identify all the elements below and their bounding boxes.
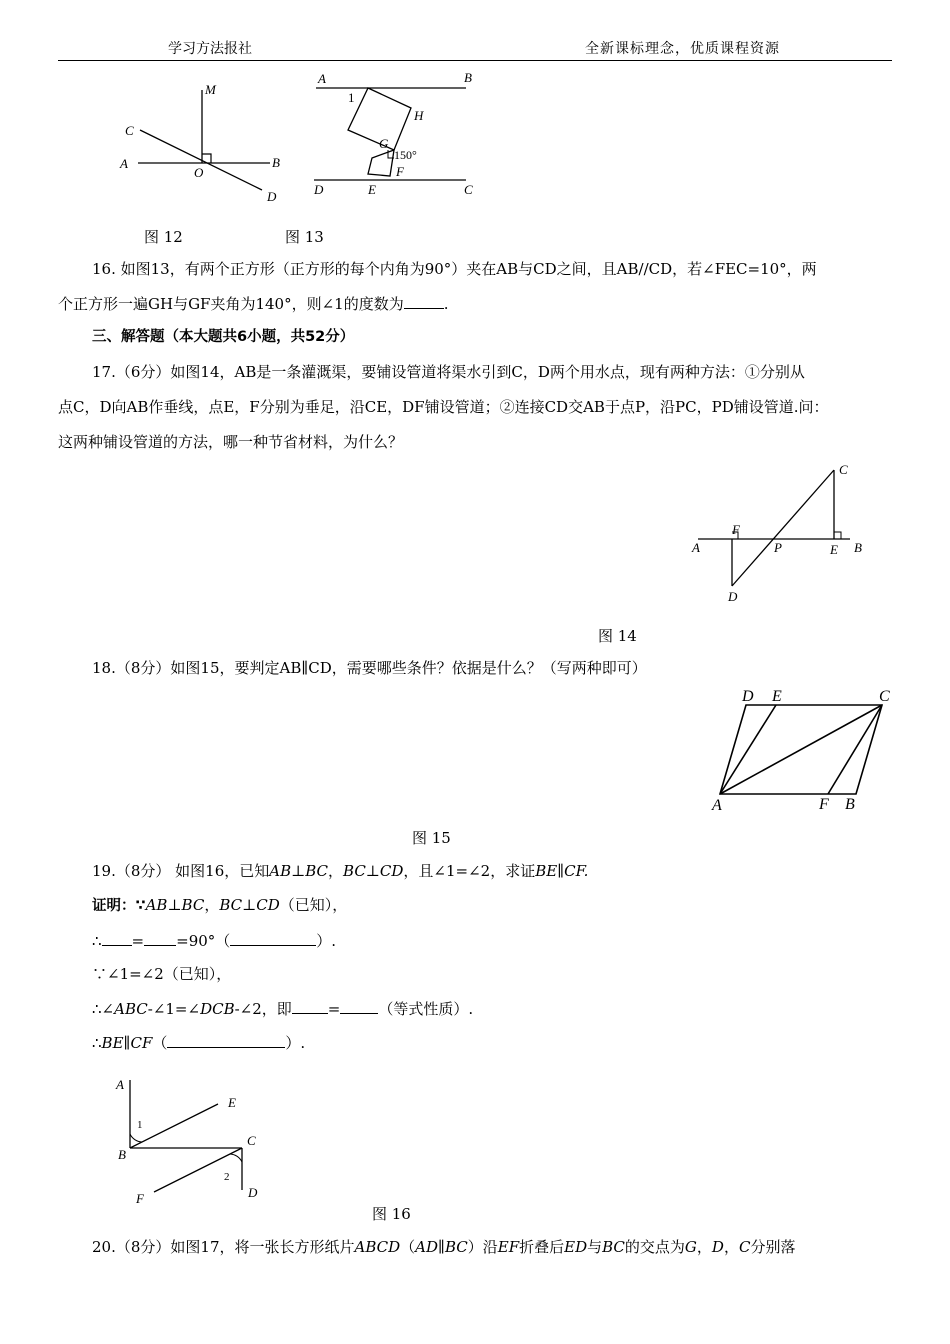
fig16-label-B: B	[118, 1147, 126, 1162]
fig14-label-B: B	[854, 540, 862, 555]
fig13-label-B: B	[464, 70, 472, 85]
q19-step3: ∴∠ABC-∠1=∠DCB-∠2，即 = （等式性质）.	[92, 1000, 474, 1018]
fig13-label-D: D	[314, 182, 324, 197]
fig13-label-E: E	[368, 182, 376, 197]
q19-step2: ∵∠1=∠2（已知），	[92, 965, 232, 983]
fig16-label-E: E	[228, 1095, 236, 1110]
q19-step1: ∴ = =90°（ ）.	[92, 932, 337, 950]
fig16-label-A: A	[116, 1077, 124, 1092]
fig15-label-C: C	[879, 688, 890, 705]
q20-line1: 20.（8分）如图17，将一张长方形纸片ABCD（AD∥BC）沿EF折叠后ED与BC的交点为G，D，C分别落	[92, 1238, 796, 1256]
q19-intro: 19.（8分） 如图16，已知AB⊥BC，BC⊥CD，且∠1=∠2，求证BE∥CF.	[92, 862, 589, 880]
fig14-label-C: C	[839, 462, 848, 477]
fig13-caption: 图 13	[285, 228, 324, 246]
figure-15	[706, 684, 898, 816]
q18-text: 18.（8分）如图15，要判定AB∥CD，需要哪些条件？依据是什么？（写两种即可）	[92, 659, 647, 677]
figure-14	[686, 458, 876, 606]
fig13-label-A: A	[318, 71, 326, 86]
fig14-label-E: E	[830, 542, 838, 557]
header-right: 全新课标理念，优质课程资源	[585, 41, 780, 57]
fig12-label-B: B	[272, 155, 280, 170]
fig16-caption: 图 16	[372, 1205, 411, 1223]
fig12-label-A: A	[120, 156, 128, 171]
fig16-label-F: F	[136, 1191, 144, 1206]
fig14-label-F: F	[732, 522, 740, 537]
fig12-label-D: D	[267, 189, 277, 204]
fig13-label-C: C	[464, 182, 473, 197]
fig16-label-2: 2	[224, 1171, 230, 1183]
fig16-label-D: D	[248, 1185, 258, 1200]
q16-line2: 个正方形一遍GH与GF夹角为140°，则∠1的度数为 .	[58, 295, 449, 313]
fig13-label-F: F	[396, 164, 404, 179]
q19-proof-given: 证明：∵AB⊥BC，BC⊥CD（已知），	[92, 896, 348, 914]
fig14-caption: 图 14	[598, 627, 637, 645]
fig14-label-D: D	[728, 589, 738, 604]
fig16-label-1: 1	[137, 1119, 143, 1131]
fig15-label-B: B	[845, 796, 855, 813]
fig12-label-O: O	[194, 165, 204, 180]
q17-line2: 点C，D向AB作垂线，点E，F分别为垂足，沿CE，DF铺设管道；②连接CD交AB于点P，沿PC，PD铺设管道.问：	[58, 398, 829, 416]
fig13-angle-label: 150°	[394, 148, 417, 162]
fig13-label-H: H	[414, 108, 424, 123]
figure-13	[306, 66, 481, 206]
figure-12	[110, 78, 290, 213]
q19-step4: ∴BE∥CF（ ）.	[92, 1034, 306, 1052]
q17-line1: 17.（6分）如图14，AB是一条灌溉渠，要铺设管道将渠水引到C，D两个用水点，现有两种方法：①分别从	[92, 363, 805, 381]
fig13-label-G: G	[379, 136, 389, 151]
q17-line3: 这两种铺设管道的方法，哪一种节省材料，为什么？	[58, 433, 404, 451]
page-header	[58, 36, 892, 61]
fig12-caption: 图 12	[144, 228, 183, 246]
fig15-label-F: F	[819, 796, 829, 813]
fig15-label-E: E	[772, 688, 782, 705]
fig15-label-D: D	[742, 688, 754, 705]
fig12-label-C: C	[125, 123, 134, 138]
fig14-label-P: P	[774, 540, 782, 555]
header-left: 学习方法报社	[168, 41, 252, 57]
fig15-caption: 图 15	[412, 829, 451, 847]
fig13-label-1: 1	[348, 90, 355, 105]
fig14-label-A: A	[692, 540, 700, 555]
section-3-title: 三、解答题（本大题共6小题，共52分）	[92, 329, 355, 345]
q16-line1: 16. 如图13，有两个正方形（正方形的每个内角为90°）夹在AB与CD之间，且AB//CD，若∠FEC=10°，两	[92, 260, 817, 278]
figure-16	[110, 1072, 280, 1210]
fig15-label-A: A	[712, 797, 722, 814]
fig12-label-M: M	[205, 82, 216, 97]
fig16-label-C: C	[247, 1133, 256, 1148]
